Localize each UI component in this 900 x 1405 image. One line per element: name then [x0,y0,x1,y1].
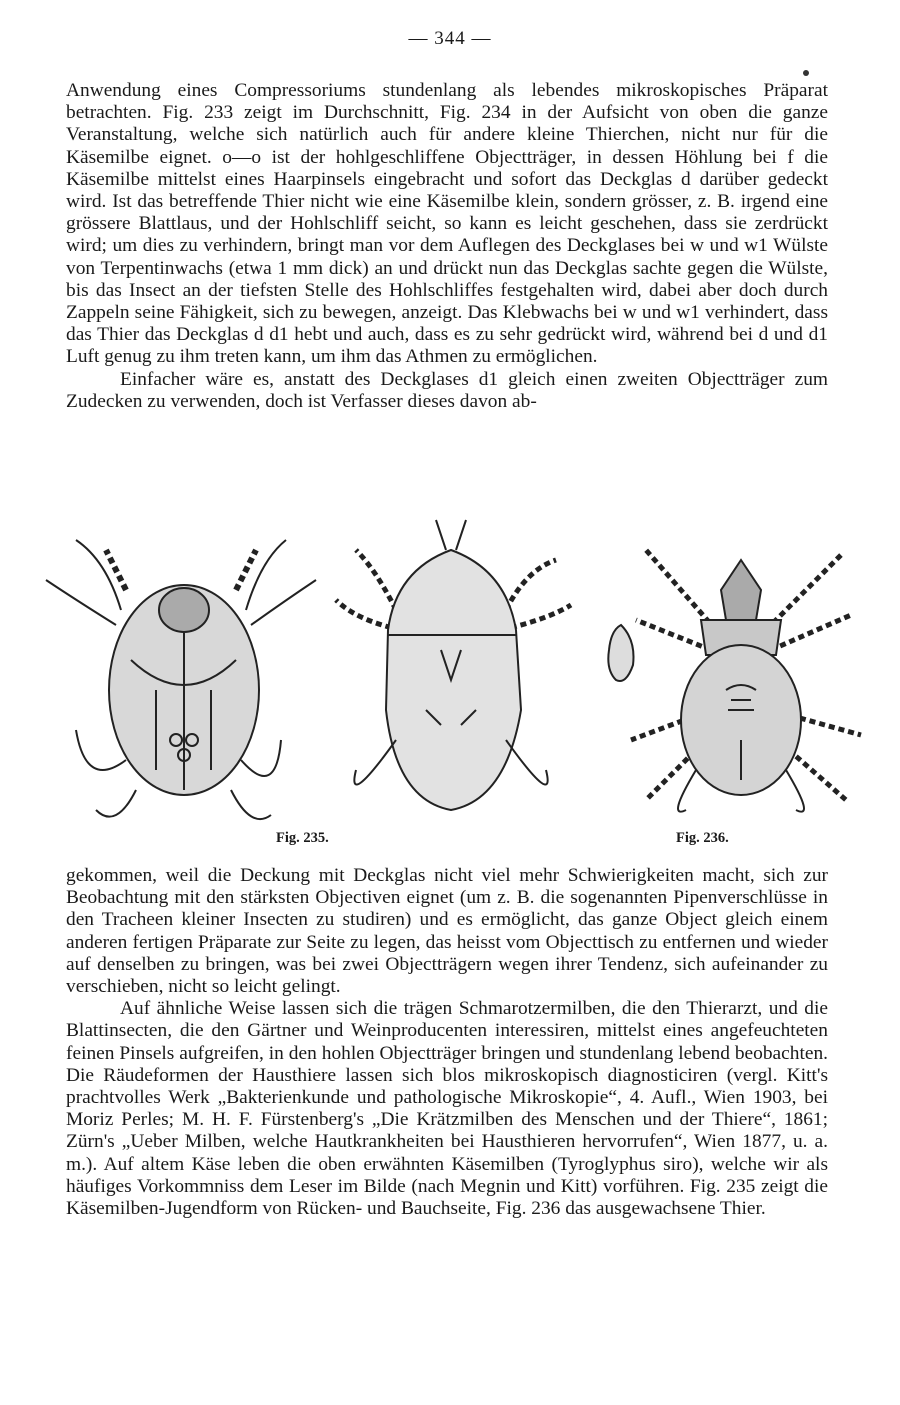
figure-caption: Fig. 236. [676,830,729,846]
mite-ventral-icon [36,510,326,830]
figure-area [36,510,876,850]
mite-dorsal-icon [326,510,576,830]
bottom-text-block [66,865,828,1220]
mite-adult-icon [616,510,876,830]
figure-caption: Fig. 235. [276,830,329,846]
top-text-block [66,80,828,413]
mite-egg-icon [601,620,641,690]
paragraph: Auf ähnliche Weise lassen sich die trägen Schmarotzermilben, die den Thierarzt, und die Blattinsecten, die den Gärtner und Weinproducenten interessiren, mittelst eines angefeuchteten feinen Pinsels aufgreifen, in den hohlen Objectträger bringen und stundenlang lebend beobachten. Die Räudeformen der Hausthiere lassen sich blos mikroskopisch diagnosticiren (vergl. Kitt's prachtvolles Werk „Bakterienkunde und pathologische Mikroskopie“, 4. Aufl., Wien 1903, bei Moriz Perles; M. H. F. Fürstenberg's „Die Krätzmilben des Menschen und der Thiere“, 1861; Zürn's „Ueber Milben, welche Hautkrankheiten bei Hausthieren hervorrufen“, Wien 1877, u. a. m.). Auf altem Käse leben die oben erwähnten Käsemilben (Tyroglyphus siro), welche wir als häufiges Vorkommniss dem Leser im Bilde (nach Megnin und Kitt) vorführen. Fig. 235 zeigt die Käsemilben-Jugendform von Rücken- und Bauchseite, Fig. 236 das ausgewachsene Thier. [66,998,828,1220]
ink-speck [803,70,809,76]
paragraph: gekommen, weil die Deckung mit Deckglas nicht viel mehr Schwierigkeiten macht, sich zur Beobachtung mit den stärksten Objectiven eignet (um z. B. die sogenannten Pipenverschlüsse in den Tracheen kleiner Insecten zu studiren) und es ermöglicht, das ganze Object gleich einem anderen fertigen Präparate zur Seite zu legen, das heisst vom Objecttisch zu entfernen und wieder auf denselben zu bringen, was bei zwei Objectträgern wegen ihrer Tendenz, sich aufeinander zu verschieben, nicht so leicht gelingt. [66,865,828,998]
paragraph: Einfacher wäre es, anstatt des Deckglases d1 gleich einen zweiten Objectträger zum Zudecken zu verwenden, doch ist Verfasser dieses davon ab- [66,368,828,412]
page-number: — 344 — [408,28,492,49]
paragraph: Anwendung eines Compressoriums stundenlang als lebendes mikroskopisches Präparat betrachten. Fig. 233 zeigt im Durchschnitt, Fig. 234 in der Aufsicht von oben die ganze Veranstaltung, welche sich natürlich auch für andere kleine Thierchen, nicht nur für die Käsemilbe eignet. o—o ist der hohlgeschliffene Objectträger, in dessen Höhlung bei f die Käsemilbe mittelst eines Haarpinsels eingebracht und sofort das Deckglas d darüber gedeckt wird. Ist das betreffende Thier nicht wie eine Käsemilbe klein, sondern grösser, z. B. irgend eine grössere Blattlaus, und der Hohlschliff seicht, so kann es leicht geschehen, dass sie zerdrückt wird; um dies zu verhindern, bringt man vor dem Auflegen des Deckglases bei w und w1 Wülste von Terpentinwachs (etwa 1 mm dick) an und drückt nun das Deckglas sachte gegen die Wülste, bis das Insect an der tiefsten Stelle des Hohlschliffes festgehalten wird, dabei aber doch durch Zappeln seine Fähigkeit, sich zu bewegen, anzeigt. Das Klebwachs bei w und w1 verhindert, dass das Thier das Deckglas d d1 hebt und auch, dass es zu sehr gedrückt wird, während bei d und d1 Luft genug zu ihm treten kann, um ihm das Athmen zu ermöglichen. [66,80,828,368]
